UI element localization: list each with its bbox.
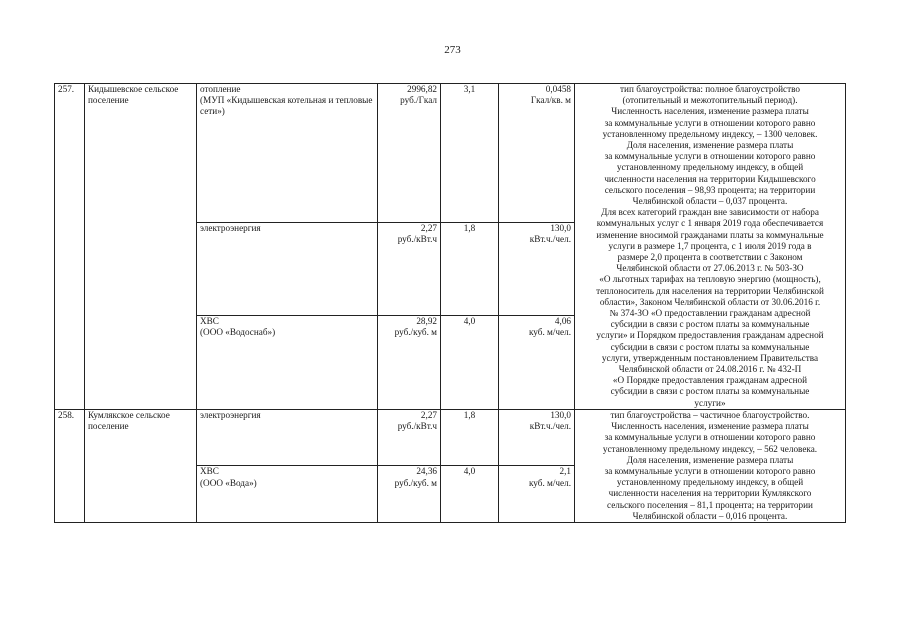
note-line: субсидии в связи с ростом платы за коммунальные [610, 386, 810, 397]
note-line: области», Законом Челябинской области от 30.06.2016 г. [599, 296, 821, 307]
service-name-line: электроэнергия [200, 222, 261, 233]
service-name-line: ХВС [200, 316, 219, 327]
note-line: теплоноситель для населения на территории Челябинской [596, 285, 824, 296]
row-number: 258. [58, 409, 75, 420]
service-name-line: (ООО «Водоснаб») [200, 327, 276, 338]
index-value: 4,0 [463, 466, 476, 477]
tariff-unit: руб./кВт.ч [397, 233, 437, 244]
service-cell [197, 409, 378, 466]
note-line: Численность населения, изменение размера платы [611, 106, 809, 117]
note-line: установленному предельному индексу, – 562 человека. [602, 443, 818, 454]
note-line: услуги в размере 1,7 процента, с 1 июля 2019 года в [608, 240, 812, 251]
note-line: Челябинской области – 0,037 процента. [632, 196, 788, 207]
index-cell [441, 409, 499, 466]
note-line: сельского поселения – 81,1 процента; на территории [607, 499, 813, 510]
norm-value: 2,1 [559, 466, 571, 477]
tariff-cell [378, 466, 441, 523]
municipality-cell [85, 409, 197, 522]
row-number-cell [55, 84, 85, 410]
norm-value: 0,0458 [545, 84, 571, 94]
note-line: численности населения на территории Кумлякского [608, 488, 812, 499]
tariff-value: 24,36 [416, 466, 437, 477]
tariff-table [54, 83, 846, 523]
index-cell [441, 466, 499, 523]
note-line: численности населения на территории Кидышевского [604, 173, 816, 184]
note-line: сельского поселения – 98,93 процента; на территории [604, 184, 816, 195]
norm-unit: кВт.ч./чел. [529, 233, 571, 244]
note-line: субсидии в связи с ростом платы за коммунальные [610, 319, 810, 330]
service-name-line: ХВС [200, 466, 219, 477]
index-value: 1,8 [463, 409, 476, 420]
index-cell [441, 316, 499, 410]
tariff-value: 2996,82 [407, 84, 437, 94]
note-line: субсидии в связи с ростом платы за коммунальные [610, 341, 810, 352]
note-line: тип благоустройства – частичное благоустройство. [610, 409, 810, 420]
note-line: установленному предельному индексу, – 1300 человек. [602, 128, 818, 139]
note-line: за коммунальные услуги в отношении которого равно [604, 117, 816, 128]
note-line: за коммунальные услуги в отношении которого равно [604, 432, 816, 443]
tariff-unit: руб./Гкал [400, 95, 437, 106]
table-row [55, 409, 846, 466]
index-value: 4,0 [463, 316, 476, 327]
note-line: услуги» [694, 397, 726, 408]
norm-value: 130,0 [550, 222, 571, 233]
row-number: 257. [58, 84, 75, 94]
note-cell [575, 409, 846, 522]
page-number: 273 [444, 44, 461, 56]
note-line: Челябинской области от 27.06.2013 г. № 503-ЗО [616, 263, 804, 274]
note-line: за коммунальные услуги в отношении которого равно [604, 151, 816, 162]
norm-cell [499, 222, 575, 316]
note-line: Доля населения, изменение размера платы [626, 454, 794, 465]
tariff-cell [378, 84, 441, 223]
municipality-name: Кидышевское сельское поселение [88, 84, 179, 106]
note-line: Доля населения, изменение размера платы [626, 140, 794, 151]
norm-value: 130,0 [550, 409, 571, 420]
note-line: тип благоустройства: полное благоустройство [620, 84, 800, 94]
note-line: изменение вносимой гражданами платы за коммунальные [596, 229, 824, 240]
note-line: Челябинской области от 24.08.2016 г. № 432-П [618, 364, 802, 375]
tariff-unit: руб./кВт.ч [397, 421, 437, 432]
municipality-name: Кумлякское сельское поселение [88, 409, 170, 432]
service-cell [197, 316, 378, 410]
service-name-line: электроэнергия [200, 409, 261, 420]
tariff-unit: руб./куб. м [394, 477, 437, 488]
index-value: 1,8 [463, 222, 476, 233]
note-line: услуги, утвержденным постановлением Правительства [601, 352, 819, 363]
norm-cell [499, 466, 575, 523]
tariff-cell [378, 222, 441, 316]
tariff-unit: руб./куб. м [394, 327, 437, 338]
note-line: (отопительный и межотопительный период). [622, 95, 798, 106]
norm-unit: куб. м/чел. [528, 327, 571, 338]
tariff-value: 28,92 [416, 316, 437, 327]
service-cell [197, 466, 378, 523]
note-line: размере 2,0 процента в соответствии с Законом [617, 252, 803, 263]
norm-value: 4,06 [554, 316, 571, 327]
note-line: установленному предельному индексу, в общей [616, 477, 804, 488]
note-line: № 374-ЗО «О предоставлении гражданам адресной [609, 308, 811, 319]
index-cell [441, 84, 499, 223]
norm-cell [499, 316, 575, 410]
service-name-line: (МУП «Кидышевская котельная и тепловые сети») [200, 95, 373, 117]
municipality-cell [85, 84, 197, 410]
service-name-line: (ООО «Вода») [200, 477, 257, 488]
index-value: 3,1 [463, 84, 476, 94]
index-cell [441, 222, 499, 316]
service-name-line: отопление [200, 84, 241, 94]
service-cell [197, 84, 378, 223]
note-line: за коммунальные услуги в отношении которого равно [604, 465, 816, 476]
row-number-cell [55, 409, 85, 522]
note-line: услуги» и Порядком предоставления гражданам адресной [596, 330, 824, 341]
tariff-value: 2,27 [420, 409, 437, 420]
norm-unit: кВт.ч./чел. [529, 421, 571, 432]
service-cell [197, 222, 378, 316]
note-line: Для всех категорий граждан вне зависимости от набора [601, 207, 819, 218]
note-line: Численность населения, изменение размера платы [611, 421, 809, 432]
table-row [55, 84, 846, 223]
note-line: «О Порядке предоставления гражданам адресной [612, 375, 808, 386]
tariff-value: 2,27 [420, 222, 437, 233]
norm-cell [499, 409, 575, 466]
norm-unit: куб. м/чел. [528, 477, 571, 488]
note-line: Челябинской области – 0,016 процента. [632, 510, 788, 521]
norm-unit: Гкал/кв. м [530, 95, 571, 106]
note-line: «О льготных тарифах на тепловую энергию (мощность), [599, 274, 821, 285]
note-line: установленному предельному индексу, в общей [616, 162, 804, 173]
tariff-cell [378, 316, 441, 410]
tariff-cell [378, 409, 441, 466]
note-line: коммунальных услуг с 1 января 2019 года обеспечивается [596, 218, 824, 229]
note-cell [575, 84, 846, 410]
norm-cell [499, 84, 575, 223]
